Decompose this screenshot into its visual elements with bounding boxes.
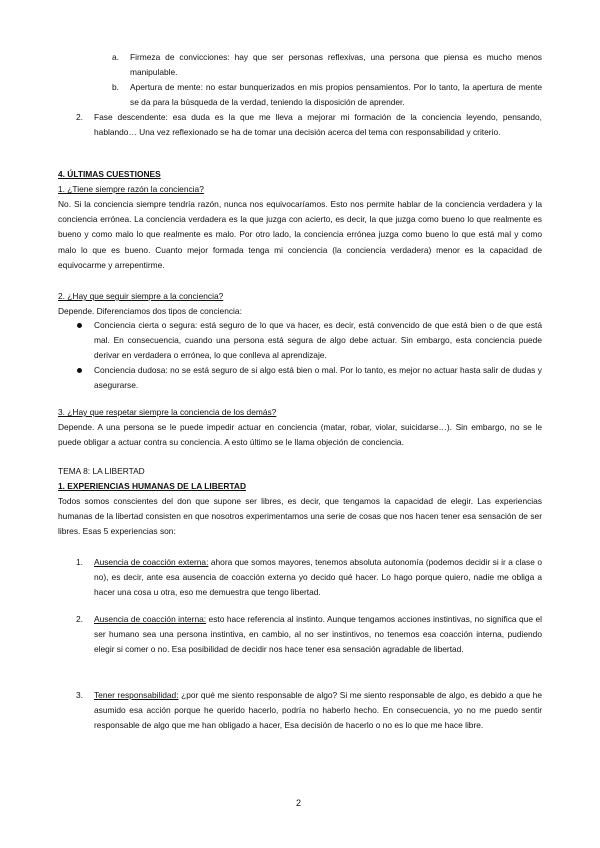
bullet-dot-1 xyxy=(77,323,82,328)
bullet-item-conciencia-cierta xyxy=(94,318,542,364)
list-item-b-title: Apertura de mente: xyxy=(130,82,203,92)
list-item-a-title: Firmeza de convicciones: xyxy=(130,52,230,62)
bullet-item-conciencia-dudosa xyxy=(94,363,542,393)
tema-8-heading: TEMA 8: LA LIBERTAD xyxy=(58,466,145,476)
bullet-dot-2 xyxy=(77,368,82,373)
list-item-a xyxy=(130,50,542,80)
list-marker-a: a. xyxy=(112,52,119,62)
list-item-a-text: hay que ser personas reflexivas, una persona que piensa es mucho menos manipulable. xyxy=(130,52,542,78)
bullet-1-text: está seguro de lo que va hacer, es decir, está convencido de que está bien o de que está mal. En consecuencia, cuando una persona está segura de algo debe actuar. Sin embargo, esta conciencia puede derivar en verdadera o errónea, lo que conlleva al aprendizaje. xyxy=(94,320,542,361)
experience-1-title: Ausencia de coacción externa: xyxy=(94,557,209,567)
list-item-2 xyxy=(94,110,542,140)
experience-2-text: esto hace referencia al instinto. Aunque tengamos acciones instintivas, no significa que el ser humano sea una persona instintiva, en cambio, al no ser instintivos, no tenemos esa coacción interna, pudiendo elegir si comer o no. Esa posibilidad de decidir nos hace tener esa sensación agradable de libertad. xyxy=(94,614,542,655)
experience-marker-1: 1. xyxy=(76,557,83,567)
bullet-2-title: Conciencia dudosa: xyxy=(94,365,168,375)
list-item-b xyxy=(130,80,542,110)
experience-1-text: ahora que somos mayores, tenemos absoluta autonomía (podemos decidir si ir a clase o no), es decir, ante esa ausencia de coacción externa yo decido qué hacer. Lo hago porque quiero, nadie me obliga a hacer una cosa u otra, eso me demuestra que tengo libertad. xyxy=(94,557,542,598)
experience-item-2 xyxy=(94,612,542,658)
bullet-1-title: Conciencia cierta o segura: xyxy=(94,320,198,330)
experience-marker-3: 3. xyxy=(76,690,83,700)
page-number: 2 xyxy=(296,798,302,808)
list-item-2-text: esa duda es la que me lleva a mejorar mi formación de la conciencia leyendo, pensando, hablando… Una vez reflexionado se ha de tomar una decisión acerca del tema con responsabilidad y criterio. xyxy=(94,112,542,138)
list-item-b-text: no estar bunquerizados en mis propios pensamientos. Por lo tanto, la apertura de mente se da para la búsqueda de la verdad, teniendo la disposición de aprender. xyxy=(130,82,542,108)
list-item-2-title: Fase descendente: xyxy=(94,112,168,122)
experience-3-title: Tener responsabilidad: xyxy=(94,690,179,700)
list-marker-b: b. xyxy=(112,82,119,92)
question-3-title: 3. ¿Hay que respetar siempre la conciencia de los demás? xyxy=(58,407,277,417)
experience-item-3 xyxy=(94,688,542,734)
experience-marker-2: 2. xyxy=(76,614,83,624)
question-1-title: 1. ¿Tiene siempre razón la conciencia? xyxy=(58,184,204,194)
tema-8-intro: Todos somos conscientes del don que supone ser libres, es decir, que tengamos la capacidad de elegir. Las experiencias humanas de la libertad consisten en que nosotros experimentamos una serie de cosas que nos hacen tener esa sensación de ser libres. Esas 5 experiencias son: xyxy=(58,496,542,537)
experience-item-1 xyxy=(94,555,542,601)
bullet-2-text: no se está seguro de si algo está bien o mal. Por lo tanto, es mejor no actuar hasta salir de dudas y asegurarse. xyxy=(94,365,542,391)
subsection-experiencias-humanas: 1. EXPERIENCIAS HUMANAS DE LA LIBERTAD xyxy=(58,481,246,491)
question-1-body: No. Si la conciencia siempre tendría razón, nunca nos equivocaríamos. Esto nos permite hablar de la conciencia verdadera y la conciencia errónea. La conciencia verdadera es la que juzga con acierto, es decir, la que juzga como bueno lo que realmente es bueno y como malo lo que realmente es malo. Por otro lado, la conciencia errónea juzga como bueno lo que está mal y como malo lo que es bueno. Cuanto mejor formada tenga mi conciencia (la conciencia verdadera) menor es la capacidad de equivocarme y arrepentirme. xyxy=(58,199,542,270)
question-2-intro: Depende. Diferenciamos dos tipos de conciencia: xyxy=(58,306,242,316)
section-heading-ultimas-cuestiones: 4. ÚLTIMAS CUESTIONES xyxy=(58,169,161,179)
experience-2-title: Ausencia de coacción interna: xyxy=(94,614,207,624)
list-marker-2: 2. xyxy=(76,112,83,122)
question-2-title: 2. ¿Hay que seguir siempre a la conciencia? xyxy=(58,291,224,301)
experience-3-text: ¿por qué me siento responsable de algo? Si me siento responsable de algo, es debido a que he asumido esa acción porque he querido hacerlo, podría no haberlo hecho. En consecuencia, yo no me puedo sentir responsable de algo que me han obligado a hacer, Esa decisión de hacerlo o no es lo que me hace libre. xyxy=(94,690,542,731)
question-3-body: Depende. A una persona se le puede impedir actuar en conciencia (matar, robar, violar, suicidarse…). Sin embargo, no se le puede obligar a actuar contra su conciencia. A esto último se le llama objeción de conciencia. xyxy=(58,422,542,448)
